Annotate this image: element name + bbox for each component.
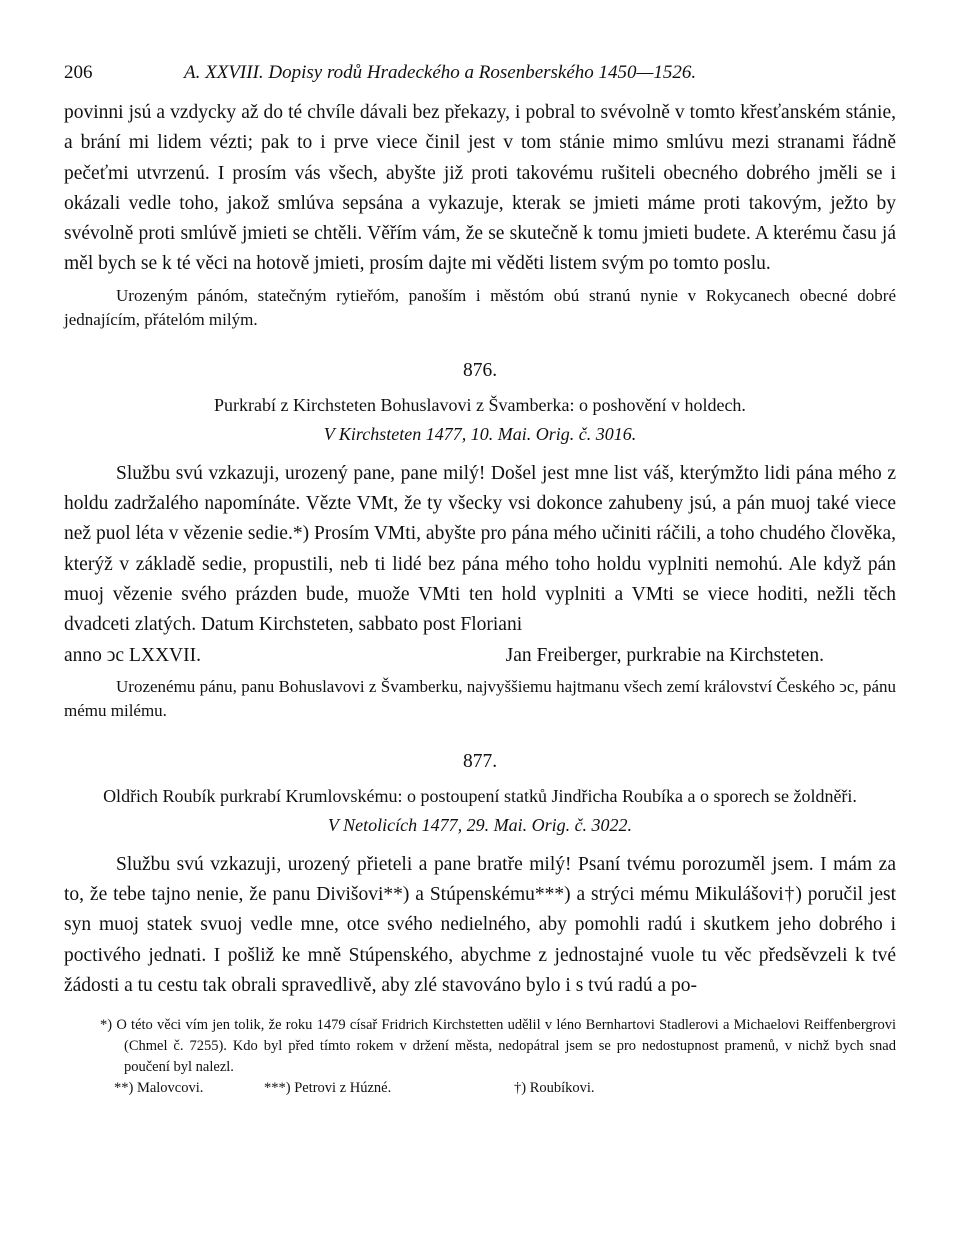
letter-877-regest: Oldřich Roubík purkrabí Krumlovskému: o postoupení statků Jindřicha Roubíka a o sporech se žoldněři. — [103, 785, 857, 806]
letter-876-text: Službu svú vzkazuji, urozený pane, pane milý! Došel jest mne list váš, kterýmžto lidi pána mého z holdu zadržalého napomínáte. Vězte VMt, že ty všecky vsi dokonce zahubeny jsú, a pán muoj také viece než puol léta v vězenie sedie.*) Prosím VMti, abyšte pro pána mého učiniti ráčili, a toho chudého člověka, kterýž v základě sedie, propustili, neb ti lidé bez pána mého toho holdu vyplniti nemohú. Ale když pán muoj vězenie svého prázden bude, muože VMti ten hold vyplniti a VMti se viece hoditi, nežli těch dvadceti zlatých. Datum Kirchsteten, sabbato post Floriani — [64, 462, 896, 636]
letter-876-regest: Purkrabí z Kirchsteten Bohuslavovi z Švamberka: o poshovění v holdech. — [214, 394, 746, 415]
letter-876-address: Urozenému pánu, panu Bohuslavovi z Švamberku, najvyššiemu hajtmanu všech zemí království Českého ↄc, pánu mému milému. — [64, 676, 896, 720]
letter-876-closing — [64, 641, 896, 671]
page — [64, 52, 896, 1099]
letter-876-number: 876. — [462, 359, 498, 381]
footnote-4: †) Roubíkovi. — [514, 1080, 595, 1097]
footnotes — [64, 1015, 896, 1099]
continued-letter-text: povinni jsú a vzdycky až do té chvíle dávali bez překazy, i pobral to svévolně v tomto křesťanském stánie, a brání mi lidem vézti; pak to i prve viece činil jest v tom stánie mimo smlúvu mezi stranami řádně pečeťmi utvrzenú. I prosím vás všech, abyšte již proti takovému rušiteli obecného dobrého jměli se i okázali vedle toho, jakož smlúva sepsána a vykazuje, kterak se jmieti máme proti takovým, ježto by svévolně proti smlúvě jmieti se chtěli. Věřím vám, že se skutečně k tomu jmieti budete. A kterému času já měl bych se k té věci na hotově jmieti, prosím dajte mi věděti listem svým po tomto poslu. — [64, 102, 896, 275]
footnote-1: *) O této věci vím jen tolik, že roku 1479 císař Fridrich Kirchstetten udělil v léno Bernhartovi Stadlerovi a Michaelovi Reiffenbergrovi (Chmel č. 7255). Kdo byl před tímto rokem v držení města, nedopátral jsem se pro nedostupnost pramenů, v nichž bych snad poučení byl nalezl. — [100, 1017, 896, 1076]
letter-877-number: 877. — [462, 750, 498, 772]
footnote-2: **) Malovcovi. — [114, 1080, 204, 1097]
footnote-row — [64, 1078, 896, 1099]
letter-876-place-date: V Kirchsteten 1477, 10. Mai. Orig. č. 3016. — [323, 423, 637, 444]
running-title: A. XXVIII. Dopisy rodů Hradeckého a Rosenberského 1450—1526. — [184, 62, 697, 83]
letter-877-text: Službu svú vzkazuji, urozený přieteli a pane bratře milý! Psaní tvému porozuměl jsem. I mám za to, že tebe tajno nenie, že panu Divišovi**) a Stúpenskému***) a strýci mému Mikulášovi†) poručil jest syn muoj statek svuoj vedle mne, otce svého nedielného, aby pomohli radú i skutkem jeho dobrého i poctivého jednati. I pošliž ke mně Stúpenského, abychme z jednostajné vuole tu věc předsěvzeli k tvé žádosti a tu cestu tak obrali spravedlivě, aby zlé stavováno bylo i s tvú radú a po- — [64, 853, 896, 997]
page-header — [64, 52, 896, 98]
footnote-3: ***) Petrovi z Húzné. — [264, 1080, 392, 1097]
letter-876-signature: Jan Freiberger, purkrabie na Kirchsteten. — [505, 644, 824, 666]
letter-877-place-date: V Netolicích 1477, 29. Mai. Orig. č. 3022. — [327, 814, 633, 835]
page-number: 206 — [64, 62, 93, 83]
continued-letter-address: Urozeným pánóm, statečným rytieřóm, panoším i městóm obú stranú nynie v Rokycanech obecné dobré jednajícím, přátelóm milým. — [64, 285, 896, 329]
letter-876-date-end: anno ↄc LXXVII. — [64, 644, 201, 666]
